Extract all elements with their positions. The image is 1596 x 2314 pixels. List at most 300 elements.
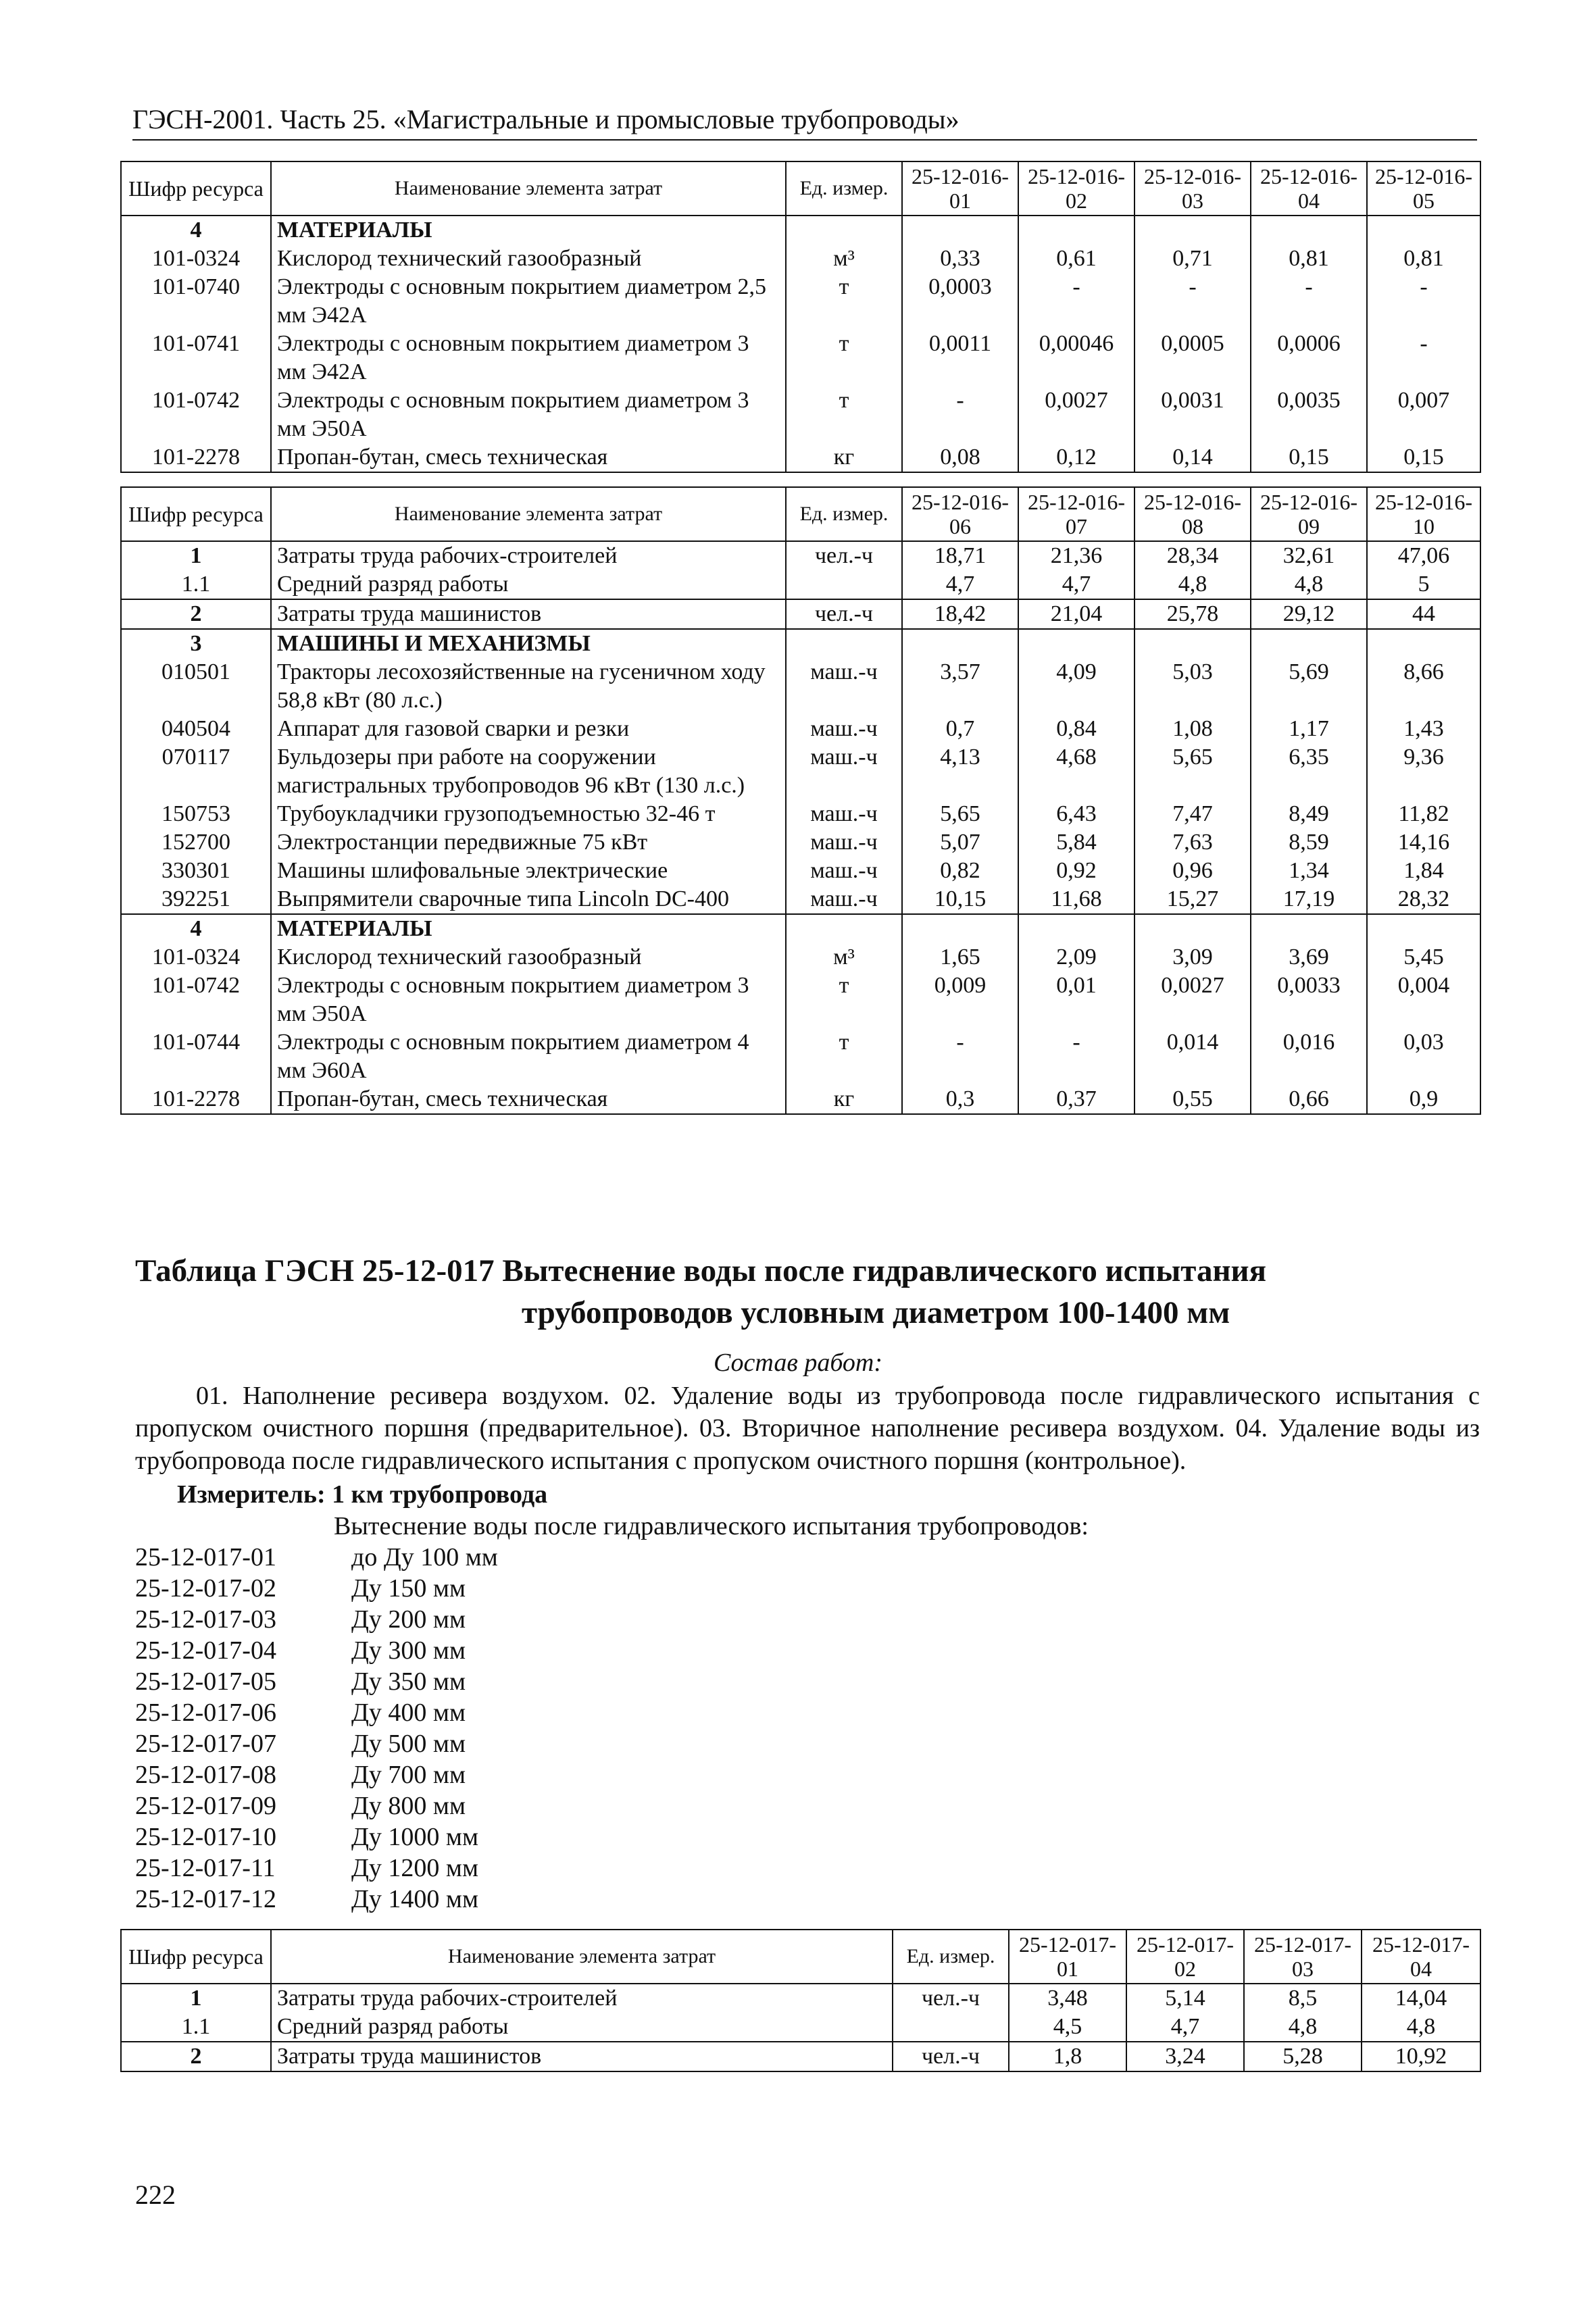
row-value: 7,47 xyxy=(1134,800,1251,828)
table-header xyxy=(121,1930,1480,1984)
row-value xyxy=(1251,216,1367,245)
header-code: Шифр ресурса xyxy=(121,1930,271,1984)
row-name: Электроды с основным покрытием диаметром 3 мм Э50А xyxy=(271,972,786,1028)
header-unit: Ед. измер. xyxy=(786,161,902,216)
row-code: 2 xyxy=(121,2042,271,2071)
row-value: 1,17 xyxy=(1251,715,1367,743)
code-number: 25-12-017-01 xyxy=(135,1543,276,1571)
table-row xyxy=(121,443,1480,472)
row-value: 3,57 xyxy=(902,658,1018,715)
code-description: до Ду 100 мм xyxy=(351,1543,498,1571)
row-value: 0,55 xyxy=(1134,1085,1251,1114)
row-unit: м³ xyxy=(786,245,902,273)
row-unit xyxy=(893,2013,1009,2042)
resource-table-017-01-04 xyxy=(120,1929,1481,2072)
row-value: 0,61 xyxy=(1018,245,1134,273)
row-unit: чел.-ч xyxy=(786,541,902,570)
row-value: 10,92 xyxy=(1362,2042,1480,2071)
row-value: 0,33 xyxy=(902,245,1018,273)
row-name: МАТЕРИАЛЫ xyxy=(271,914,786,943)
row-unit: чел.-ч xyxy=(786,599,902,629)
row-value xyxy=(1251,914,1367,943)
code-description: Ду 200 мм xyxy=(351,1605,466,1634)
row-value: 47,06 xyxy=(1367,541,1480,570)
row-value: 4,68 xyxy=(1018,743,1134,800)
row-unit: т xyxy=(786,1028,902,1085)
header-row xyxy=(121,487,1480,541)
row-code: 2 xyxy=(121,599,271,629)
header-col: 25-12-016-09 xyxy=(1251,487,1367,541)
row-value: 5 xyxy=(1367,570,1480,599)
code-number: 25-12-017-11 xyxy=(135,1854,276,1882)
table-row xyxy=(121,743,1480,800)
row-value: 0,37 xyxy=(1018,1085,1134,1114)
row-value: 0,004 xyxy=(1367,972,1480,1028)
code-item xyxy=(135,1821,498,1853)
header-col: 25-12-017-03 xyxy=(1244,1930,1362,1984)
code-description: Ду 1000 мм xyxy=(351,1823,479,1851)
table-row xyxy=(121,216,1480,245)
resource-table-016-01-05 xyxy=(120,161,1481,473)
row-value: 4,7 xyxy=(1018,570,1134,599)
table-title xyxy=(135,1250,1480,1334)
row-value: 5,69 xyxy=(1251,658,1367,715)
row-value: 0,03 xyxy=(1367,1028,1480,1085)
code-item xyxy=(135,1604,498,1635)
row-name: Затраты труда рабочих-строителей xyxy=(271,541,786,570)
table-row xyxy=(121,1028,1480,1085)
code-number: 25-12-017-07 xyxy=(135,1730,276,1758)
row-value: 28,34 xyxy=(1134,541,1251,570)
row-value: - xyxy=(902,1028,1018,1085)
table-header xyxy=(121,487,1480,541)
row-value: 5,84 xyxy=(1018,828,1134,857)
row-value: 1,65 xyxy=(902,943,1018,972)
code-item xyxy=(135,1573,498,1604)
code-list xyxy=(135,1542,498,1915)
row-value xyxy=(1367,914,1480,943)
row-unit: маш.-ч xyxy=(786,743,902,800)
table-row xyxy=(121,914,1480,943)
row-value: 1,08 xyxy=(1134,715,1251,743)
running-header: ГЭСН-2001. Часть 25. «Магистральные и промысловые трубопроводы» xyxy=(132,101,1477,141)
page-number: 222 xyxy=(135,2180,176,2210)
row-code: 330301 xyxy=(121,857,271,885)
row-unit: маш.-ч xyxy=(786,857,902,885)
row-code: 101-0741 xyxy=(121,330,271,386)
code-description: Ду 1200 мм xyxy=(351,1854,479,1882)
header-col: 25-12-017-01 xyxy=(1009,1930,1126,1984)
row-value: 5,45 xyxy=(1367,943,1480,972)
row-name: Электроды с основным покрытием диаметром 2,5 мм Э42А xyxy=(271,273,786,330)
row-value: 1,34 xyxy=(1251,857,1367,885)
row-value: 21,04 xyxy=(1018,599,1134,629)
row-unit: маш.-ч xyxy=(786,885,902,914)
row-value xyxy=(1018,629,1134,658)
table-row xyxy=(121,1085,1480,1114)
row-code: 101-0742 xyxy=(121,386,271,443)
row-value: 11,82 xyxy=(1367,800,1480,828)
row-name: Средний разряд работы xyxy=(271,570,786,599)
code-item xyxy=(135,1790,498,1821)
row-value: 14,04 xyxy=(1362,1984,1480,2013)
row-unit: маш.-ч xyxy=(786,658,902,715)
row-value: 44 xyxy=(1367,599,1480,629)
row-value: 14,16 xyxy=(1367,828,1480,857)
table-row xyxy=(121,658,1480,715)
row-value: - xyxy=(1367,273,1480,330)
row-value: 0,15 xyxy=(1251,443,1367,472)
table-row xyxy=(121,1984,1480,2013)
row-value: 18,42 xyxy=(902,599,1018,629)
row-name: МАШИНЫ И МЕХАНИЗМЫ xyxy=(271,629,786,658)
row-value: 7,63 xyxy=(1134,828,1251,857)
row-value: 5,65 xyxy=(902,800,1018,828)
header-col: 25-12-016-04 xyxy=(1251,161,1367,216)
header-col: 25-12-016-05 xyxy=(1367,161,1480,216)
row-unit: т xyxy=(786,330,902,386)
row-value: 28,32 xyxy=(1367,885,1480,914)
row-unit: кг xyxy=(786,1085,902,1114)
code-number: 25-12-017-02 xyxy=(135,1574,276,1603)
row-value: 9,36 xyxy=(1367,743,1480,800)
row-value xyxy=(902,216,1018,245)
header-unit: Ед. измер. xyxy=(786,487,902,541)
header-row xyxy=(121,161,1480,216)
table-row xyxy=(121,570,1480,599)
row-value: 0,0005 xyxy=(1134,330,1251,386)
row-value: - xyxy=(1018,273,1134,330)
row-value: 11,68 xyxy=(1018,885,1134,914)
row-name: Выпрямители сварочные типа Lincoln DC-400 xyxy=(271,885,786,914)
row-value: 3,48 xyxy=(1009,1984,1126,2013)
table-row xyxy=(121,629,1480,658)
code-description: Ду 700 мм xyxy=(351,1761,466,1789)
row-name: Затраты труда машинистов xyxy=(271,2042,893,2071)
code-number: 25-12-017-06 xyxy=(135,1699,276,1727)
table-row xyxy=(121,885,1480,914)
row-value: 21,36 xyxy=(1018,541,1134,570)
row-value: 15,27 xyxy=(1134,885,1251,914)
row-code: 150753 xyxy=(121,800,271,828)
row-value: 1,8 xyxy=(1009,2042,1126,2071)
row-value: 0,92 xyxy=(1018,857,1134,885)
header-col: 25-12-016-02 xyxy=(1018,161,1134,216)
row-name: Электроды с основным покрытием диаметром 3 мм Э42А xyxy=(271,330,786,386)
row-code: 1 xyxy=(121,541,271,570)
row-value: - xyxy=(1367,330,1480,386)
table-row xyxy=(121,800,1480,828)
row-code: 101-0324 xyxy=(121,245,271,273)
header-col: 25-12-017-04 xyxy=(1362,1930,1480,1984)
code-item xyxy=(135,1666,498,1697)
row-value: 4,13 xyxy=(902,743,1018,800)
row-code: 101-2278 xyxy=(121,1085,271,1114)
row-value xyxy=(1367,629,1480,658)
table-row xyxy=(121,386,1480,443)
code-number: 25-12-017-03 xyxy=(135,1605,276,1634)
meter-label: Измеритель: 1 км трубопровода xyxy=(177,1480,548,1509)
row-value: 10,15 xyxy=(902,885,1018,914)
row-value: 4,8 xyxy=(1362,2013,1480,2042)
row-name: Электроды с основным покрытием диаметром 4 мм Э60А xyxy=(271,1028,786,1085)
code-description: Ду 150 мм xyxy=(351,1574,466,1603)
header-col: 25-12-016-01 xyxy=(902,161,1018,216)
row-value xyxy=(1134,914,1251,943)
row-name: МАТЕРИАЛЫ xyxy=(271,216,786,245)
row-name: Средний разряд работы xyxy=(271,2013,893,2042)
row-value: 29,12 xyxy=(1251,599,1367,629)
row-value: 8,49 xyxy=(1251,800,1367,828)
code-number: 25-12-017-04 xyxy=(135,1636,276,1665)
row-value: 0,0035 xyxy=(1251,386,1367,443)
row-value: 0,01 xyxy=(1018,972,1134,1028)
row-value xyxy=(902,629,1018,658)
row-code: 101-0742 xyxy=(121,972,271,1028)
row-value: 3,69 xyxy=(1251,943,1367,972)
row-code: 1.1 xyxy=(121,2013,271,2042)
row-value: 5,14 xyxy=(1126,1984,1244,2013)
header-name: Наименование элемента затрат xyxy=(271,161,786,216)
table-row xyxy=(121,857,1480,885)
row-value: 0,14 xyxy=(1134,443,1251,472)
code-item xyxy=(135,1728,498,1759)
row-value: 0,0033 xyxy=(1251,972,1367,1028)
row-unit: маш.-ч xyxy=(786,715,902,743)
row-value: 0,0006 xyxy=(1251,330,1367,386)
code-number: 25-12-017-10 xyxy=(135,1823,276,1851)
row-name: Электростанции передвижные 75 кВт xyxy=(271,828,786,857)
row-value: 3,09 xyxy=(1134,943,1251,972)
row-unit: м³ xyxy=(786,943,902,972)
row-value: 0,84 xyxy=(1018,715,1134,743)
row-value: 8,5 xyxy=(1244,1984,1362,2013)
table-row xyxy=(121,972,1480,1028)
code-number: 25-12-017-08 xyxy=(135,1761,276,1789)
row-value: 0,15 xyxy=(1367,443,1480,472)
row-code: 070117 xyxy=(121,743,271,800)
row-value xyxy=(1367,216,1480,245)
table-row xyxy=(121,715,1480,743)
row-value: 0,009 xyxy=(902,972,1018,1028)
row-value: 0,96 xyxy=(1134,857,1251,885)
row-name: Затраты труда рабочих-строителей xyxy=(271,1984,893,2013)
row-name: Затраты труда машинистов xyxy=(271,599,786,629)
row-value: - xyxy=(902,386,1018,443)
code-number: 25-12-017-12 xyxy=(135,1885,276,1913)
row-value: 6,35 xyxy=(1251,743,1367,800)
row-value xyxy=(1251,629,1367,658)
row-value: 32,61 xyxy=(1251,541,1367,570)
row-value: - xyxy=(1134,273,1251,330)
row-unit: т xyxy=(786,386,902,443)
row-value: 0,9 xyxy=(1367,1085,1480,1114)
row-value: - xyxy=(1018,1028,1134,1085)
header-col: 25-12-017-02 xyxy=(1126,1930,1244,1984)
row-value: 5,65 xyxy=(1134,743,1251,800)
row-code: 101-0740 xyxy=(121,273,271,330)
codes-lead: Вытеснение воды после гидравлического испытания трубопроводов: xyxy=(334,1512,1089,1540)
row-value xyxy=(902,914,1018,943)
row-code: 101-0744 xyxy=(121,1028,271,1085)
table-row xyxy=(121,2013,1480,2042)
row-unit xyxy=(786,216,902,245)
code-number: 25-12-017-05 xyxy=(135,1667,276,1696)
row-value: 0,0027 xyxy=(1018,386,1134,443)
row-value xyxy=(1134,629,1251,658)
header-name: Наименование элемента затрат xyxy=(271,1930,893,1984)
code-item xyxy=(135,1759,498,1790)
header-col: 25-12-016-10 xyxy=(1367,487,1480,541)
row-value: 0,71 xyxy=(1134,245,1251,273)
row-value: 0,66 xyxy=(1251,1085,1367,1114)
row-name: Аппарат для газовой сварки и резки xyxy=(271,715,786,743)
row-value: 4,09 xyxy=(1018,658,1134,715)
row-value: 0,3 xyxy=(902,1085,1018,1114)
row-value: 3,24 xyxy=(1126,2042,1244,2071)
row-value: 0,014 xyxy=(1134,1028,1251,1085)
row-value: 0,0011 xyxy=(902,330,1018,386)
row-value: 0,0031 xyxy=(1134,386,1251,443)
row-value: 4,5 xyxy=(1009,2013,1126,2042)
row-name: Машины шлифовальные электрические xyxy=(271,857,786,885)
code-description: Ду 500 мм xyxy=(351,1730,466,1758)
row-unit: чел.-ч xyxy=(893,1984,1009,2013)
row-value: 1,43 xyxy=(1367,715,1480,743)
row-code: 010501 xyxy=(121,658,271,715)
row-unit: т xyxy=(786,273,902,330)
row-value: 0,81 xyxy=(1251,245,1367,273)
row-name: Электроды с основным покрытием диаметром 3 мм Э50А xyxy=(271,386,786,443)
header-col: 25-12-016-03 xyxy=(1134,161,1251,216)
header-col: 25-12-016-06 xyxy=(902,487,1018,541)
row-value: 5,07 xyxy=(902,828,1018,857)
code-description: Ду 800 мм xyxy=(351,1792,466,1820)
row-unit: маш.-ч xyxy=(786,828,902,857)
row-name: Тракторы лесохозяйственные на гусеничном ходу 58,8 кВт (80 л.с.) xyxy=(271,658,786,715)
row-value xyxy=(1018,216,1134,245)
header-col: 25-12-016-08 xyxy=(1134,487,1251,541)
table-row xyxy=(121,330,1480,386)
code-description: Ду 400 мм xyxy=(351,1699,466,1727)
row-code: 152700 xyxy=(121,828,271,857)
code-item xyxy=(135,1884,498,1915)
row-unit xyxy=(786,914,902,943)
row-value: 8,59 xyxy=(1251,828,1367,857)
code-description: Ду 300 мм xyxy=(351,1636,466,1665)
row-value: 4,7 xyxy=(1126,2013,1244,2042)
row-value: 0,0027 xyxy=(1134,972,1251,1028)
row-value: 8,66 xyxy=(1367,658,1480,715)
row-value: 25,78 xyxy=(1134,599,1251,629)
code-item xyxy=(135,1697,498,1728)
row-value: 0,7 xyxy=(902,715,1018,743)
table-row xyxy=(121,599,1480,629)
row-unit xyxy=(786,629,902,658)
row-value: 0,016 xyxy=(1251,1028,1367,1085)
row-code: 101-2278 xyxy=(121,443,271,472)
row-code: 101-0324 xyxy=(121,943,271,972)
table-header xyxy=(121,161,1480,216)
code-item xyxy=(135,1635,498,1666)
row-code: 1.1 xyxy=(121,570,271,599)
header-name: Наименование элемента затрат xyxy=(271,487,786,541)
code-description: Ду 1400 мм xyxy=(351,1885,479,1913)
row-value: 4,8 xyxy=(1244,2013,1362,2042)
row-name: Пропан-бутан, смесь техническая xyxy=(271,443,786,472)
row-value: 18,71 xyxy=(902,541,1018,570)
row-value: 0,08 xyxy=(902,443,1018,472)
row-value: 0,12 xyxy=(1018,443,1134,472)
row-value xyxy=(1018,914,1134,943)
header-row xyxy=(121,1930,1480,1984)
table-title-line2: трубопроводов условным диаметром 100-1400 мм xyxy=(522,1295,1230,1330)
code-number: 25-12-017-09 xyxy=(135,1792,276,1820)
row-name: Трубоукладчики грузоподъемностью 32-46 т xyxy=(271,800,786,828)
row-value: 1,84 xyxy=(1367,857,1480,885)
row-value: 5,28 xyxy=(1244,2042,1362,2071)
row-value: 6,43 xyxy=(1018,800,1134,828)
row-value: 0,007 xyxy=(1367,386,1480,443)
row-unit: кг xyxy=(786,443,902,472)
code-item xyxy=(135,1542,498,1573)
header-code: Шифр ресурса xyxy=(121,487,271,541)
row-code: 4 xyxy=(121,216,271,245)
row-name: Бульдозеры при работе на сооружении магистральных трубопроводов 96 кВт (130 л.с.) xyxy=(271,743,786,800)
row-unit: маш.-ч xyxy=(786,800,902,828)
row-code: 392251 xyxy=(121,885,271,914)
table-row xyxy=(121,2042,1480,2071)
table-row xyxy=(121,245,1480,273)
row-code: 4 xyxy=(121,914,271,943)
row-value xyxy=(1134,216,1251,245)
row-value: 4,8 xyxy=(1251,570,1367,599)
row-value: 0,81 xyxy=(1367,245,1480,273)
row-unit: чел.-ч xyxy=(893,2042,1009,2071)
row-value: - xyxy=(1251,273,1367,330)
resource-table-016-06-10 xyxy=(120,486,1481,1115)
row-name: Пропан-бутан, смесь техническая xyxy=(271,1085,786,1114)
code-item xyxy=(135,1853,498,1884)
table-row xyxy=(121,943,1480,972)
header-col: 25-12-016-07 xyxy=(1018,487,1134,541)
row-name: Кислород технический газообразный xyxy=(271,245,786,273)
row-value: 4,7 xyxy=(902,570,1018,599)
table-row xyxy=(121,828,1480,857)
row-unit xyxy=(786,570,902,599)
row-name: Кислород технический газообразный xyxy=(271,943,786,972)
row-unit: т xyxy=(786,972,902,1028)
row-code: 3 xyxy=(121,629,271,658)
row-code: 1 xyxy=(121,1984,271,2013)
header-unit: Ед. измер. xyxy=(893,1930,1009,1984)
row-code: 040504 xyxy=(121,715,271,743)
table-row xyxy=(121,273,1480,330)
table-row xyxy=(121,541,1480,570)
row-value: 0,00046 xyxy=(1018,330,1134,386)
code-description: Ду 350 мм xyxy=(351,1667,466,1696)
row-value: 2,09 xyxy=(1018,943,1134,972)
row-value: 0,82 xyxy=(902,857,1018,885)
works-description: 01. Наполнение ресивера воздухом. 02. Удаление воды из трубопровода после гидравлического испытания с пропуском очистного поршня (предварительное). 03. Вторичное наполнение ресивера воздухом. 04. Удаление воды из трубопровода после гидравлического испытания с пропуском очистного поршня (контрольное). xyxy=(135,1382,1480,1475)
table-title-line1: Таблица ГЭСН 25-12-017 Вытеснение воды после гидравлического испытания xyxy=(135,1253,1267,1288)
row-value: 4,8 xyxy=(1134,570,1251,599)
row-value: 17,19 xyxy=(1251,885,1367,914)
header-code: Шифр ресурса xyxy=(121,161,271,216)
row-value: 5,03 xyxy=(1134,658,1251,715)
composition-label: Состав работ: xyxy=(713,1349,883,1377)
row-value: 0,0003 xyxy=(902,273,1018,330)
